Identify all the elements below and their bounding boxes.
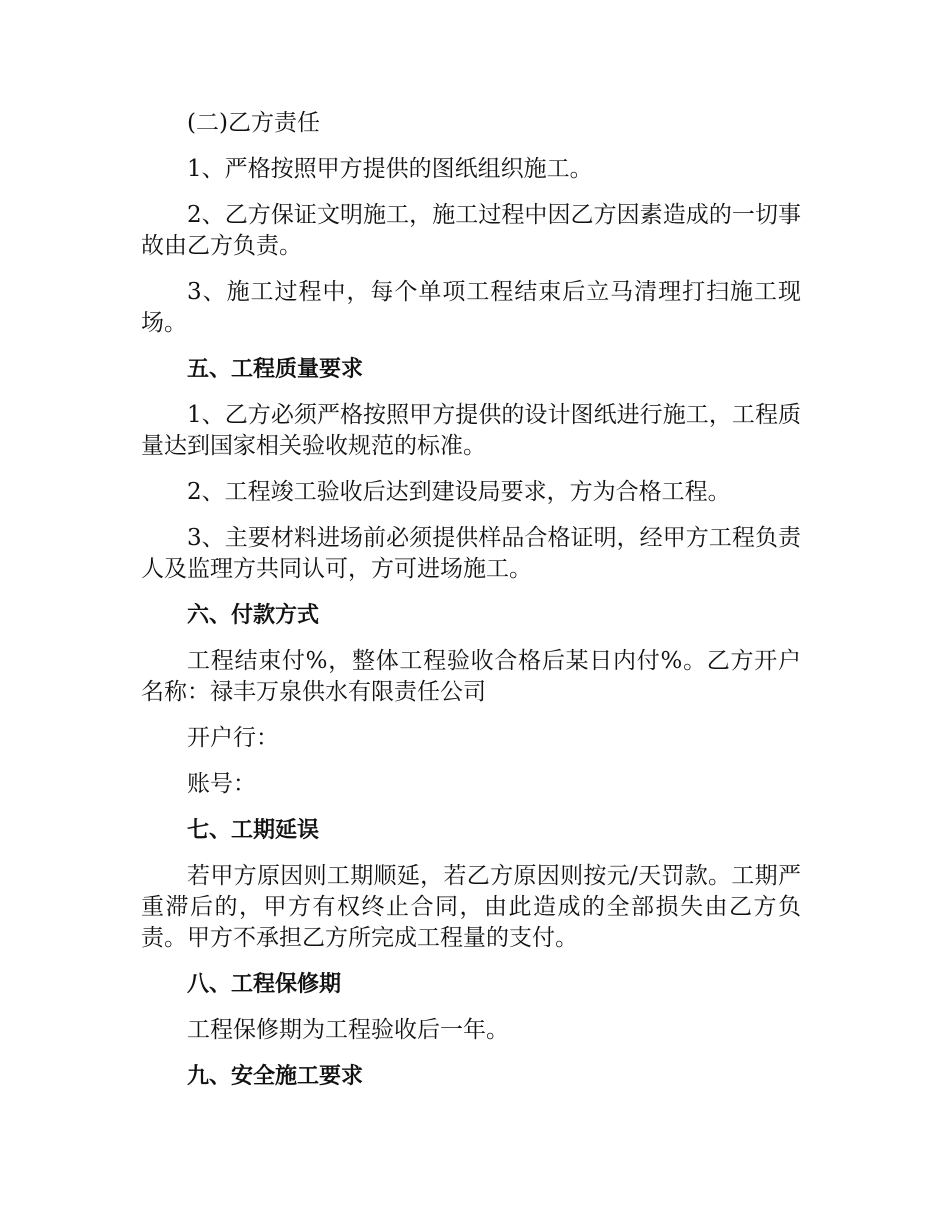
paragraph: 账号： [187, 771, 256, 797]
paragraph: 若甲方原因则工期顺延，若乙方原因则按元/天罚款。工期严重滞后的，甲方有权终止合同，由此造成的全部损失由乙方负责。甲方不承担乙方所完成工程量的支付。 [141, 863, 801, 951]
paragraph: 2、乙方保证文明施工，施工过程中因乙方因素造成的一切事故由乙方负责。 [141, 202, 801, 259]
paragraph: 3、主要材料进场前必须提供样品合格证明，经甲方工程负责人及监理方共同认可，方可进场施工。 [141, 525, 801, 582]
paragraph: 2、工程竣工验收后达到建设局要求，方为合格工程。 [187, 479, 731, 505]
section-heading: 八、工程保修期 [187, 972, 342, 997]
paragraph: 工程保修期为工程验收后一年。 [187, 1017, 509, 1043]
document-body [141, 108, 801, 1107]
paragraph: 3、施工过程中，每个单项工程结束后立马清理打扫施工现场。 [141, 279, 801, 336]
subsection-title: (二)乙方责任 [187, 110, 320, 136]
paragraph: 1、严格按照甲方提供的图纸组织施工。 [187, 156, 593, 182]
section-heading: 六、付款方式 [187, 603, 320, 628]
paragraph: 开户行： [187, 725, 279, 751]
section-heading: 七、工期延误 [187, 818, 320, 843]
section-heading: 九、安全施工要求 [187, 1064, 364, 1089]
paragraph: 工程结束付%，整体工程验收合格后某日内付%。乙方开户名称：禄丰万泉供水有限责任公司 [141, 648, 801, 705]
paragraph: 1、乙方必须严格按照甲方提供的设计图纸进行施工，工程质量达到国家相关验收规范的标准。 [141, 402, 801, 459]
section-heading: 五、工程质量要求 [187, 357, 364, 382]
